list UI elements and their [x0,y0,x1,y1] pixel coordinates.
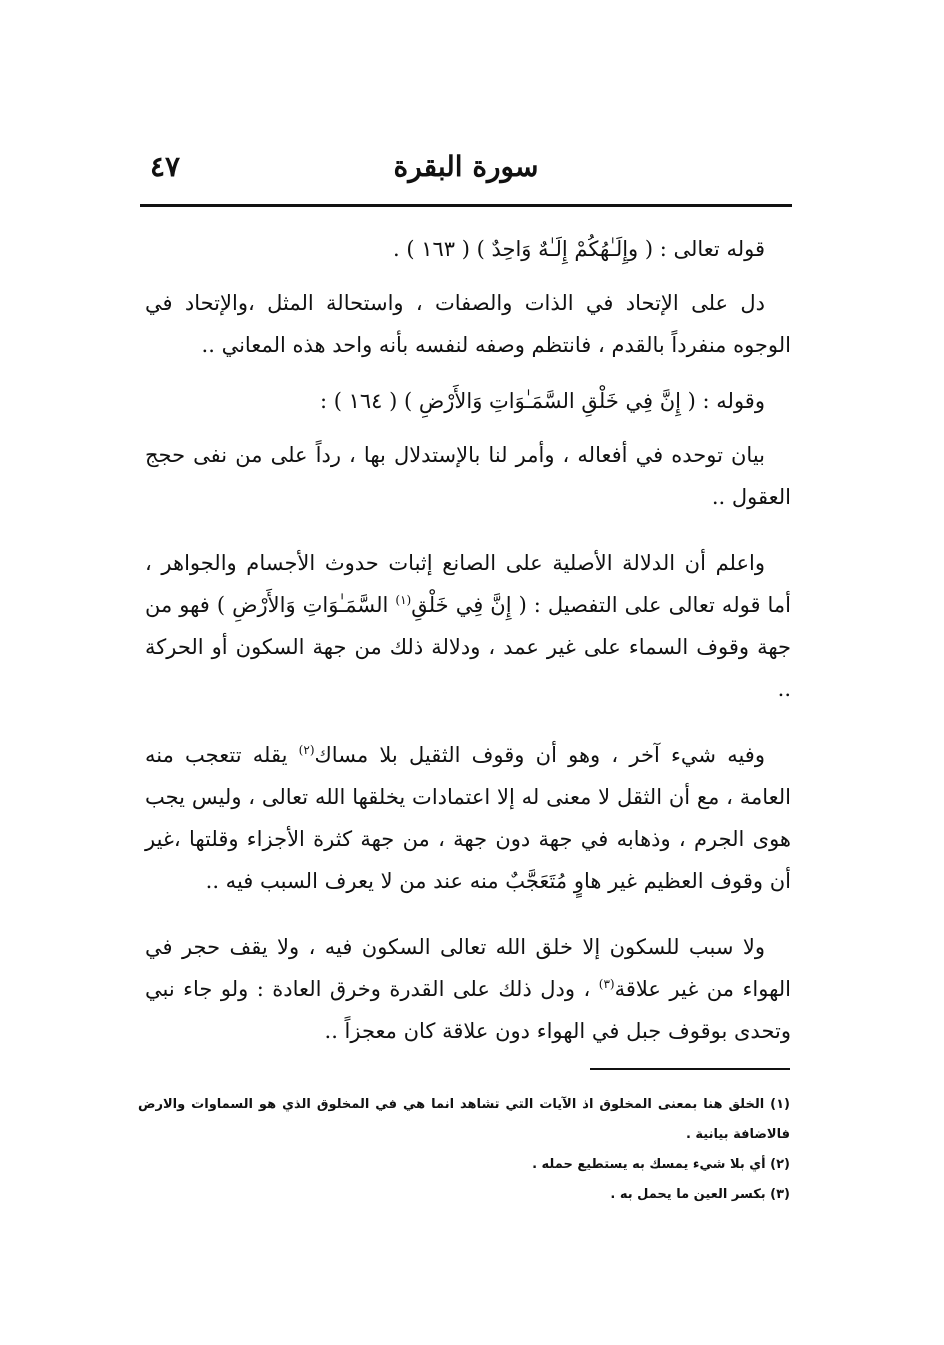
verse-164: وقوله : ( إِنَّ فِي خَلْقِ السَّمَـٰوَاتِ وَالأَرْضِ ) ( ١٦٤ ) : [319,389,765,413]
footnote-1: (١) الخلق هنا بمعنى المخلوق اذ الآيات التي تشاهد انما هي في المخلوق الذي هو السماوات والارض فالاضافة بيانية . [138,1097,790,1142]
footnote-3: (٣) بكسر العين ما يحمل به . [610,1187,790,1202]
paragraph-5 [145,926,791,1052]
paragraph-5-text-a: ولا سبب للسكون إلا خلق الله تعالى السكون فيه ، ولا يقف حجر في الهواء من غير علاقة [145,935,791,1001]
paragraph-3-text-a: واعلم أن الدلالة الأصلية على الصانع إثبات حدوث الأجسام والجواهر ، أما قوله تعالى على التفصيل : ( إِنَّ فِي خَلْقِ [145,551,791,617]
paragraph-4 [145,734,791,902]
paragraph-4-text-b: يقله تتعجب منه العامة ، مع أن الثقل لا معنى له إلا اعتمادات يخلقها الله تعالى ، وليس يجب هوى الجرم ، وذهابه في جهة دون جهة ، من جهة كثرة الأجزاء وقلتها ،غير أن وقوف العظيم غير هاوٍ مُتَعَجَّبٌ منه عند من لا يعرف السبب فيه .. [145,743,791,893]
main-text [145,228,791,1066]
page-header [140,150,792,200]
paragraph-1: دل على الإتحاد في الذات والصفات ، واستحالة المثل ،والإتحاد في الوجوه منفرداً بالقدم ، فانتظم وصفه لنفسه بأنه واحد هذه المعاني .. [145,291,791,357]
footnote-rule [590,1068,790,1070]
header-rule [140,204,792,207]
paragraph-5-text-b: ، ودل ذلك على القدرة وخرق العادة : ولو جاء نبي وتحدى بوقوف جبل في الهواء دون علاقة كان معجزاً .. [145,977,791,1043]
paragraph-4-text-a: وفيه شيء آخر ، وهو أن وقوف الثقيل بلا مساك [314,743,765,767]
footnote-ref-2: (٢) [298,743,315,757]
paragraph-3 [145,542,791,710]
footnote-ref-1: (١) [395,593,412,607]
running-title: سورة البقرة [393,150,539,183]
paragraph-2: بيان توحده في أفعاله ، وأمر لنا بالإستدلال بها ، رداً على من نفى حجج العقول .. [145,443,791,509]
verse-163: قوله تعالى : ( وإِلَـٰهُكُمْ إِلَـٰهٌ وَاحِدٌ ) ( ١٦٣ ) . [392,237,765,261]
footnote-2: (٢) أي بلا شيء يمسك به يستطيع حمله . [532,1157,790,1172]
paragraph-3-text-b: السَّمَـٰوَاتِ وَالأَرْضِ ) فهو من جهة وقوف السماء على غير عمد ، ودلالة ذلك من جهة السكون أو الحركة .. [145,593,791,701]
page-number: ٤٧ [150,150,181,183]
footnotes [138,1090,790,1210]
footnote-ref-3: (٣) [598,977,615,991]
